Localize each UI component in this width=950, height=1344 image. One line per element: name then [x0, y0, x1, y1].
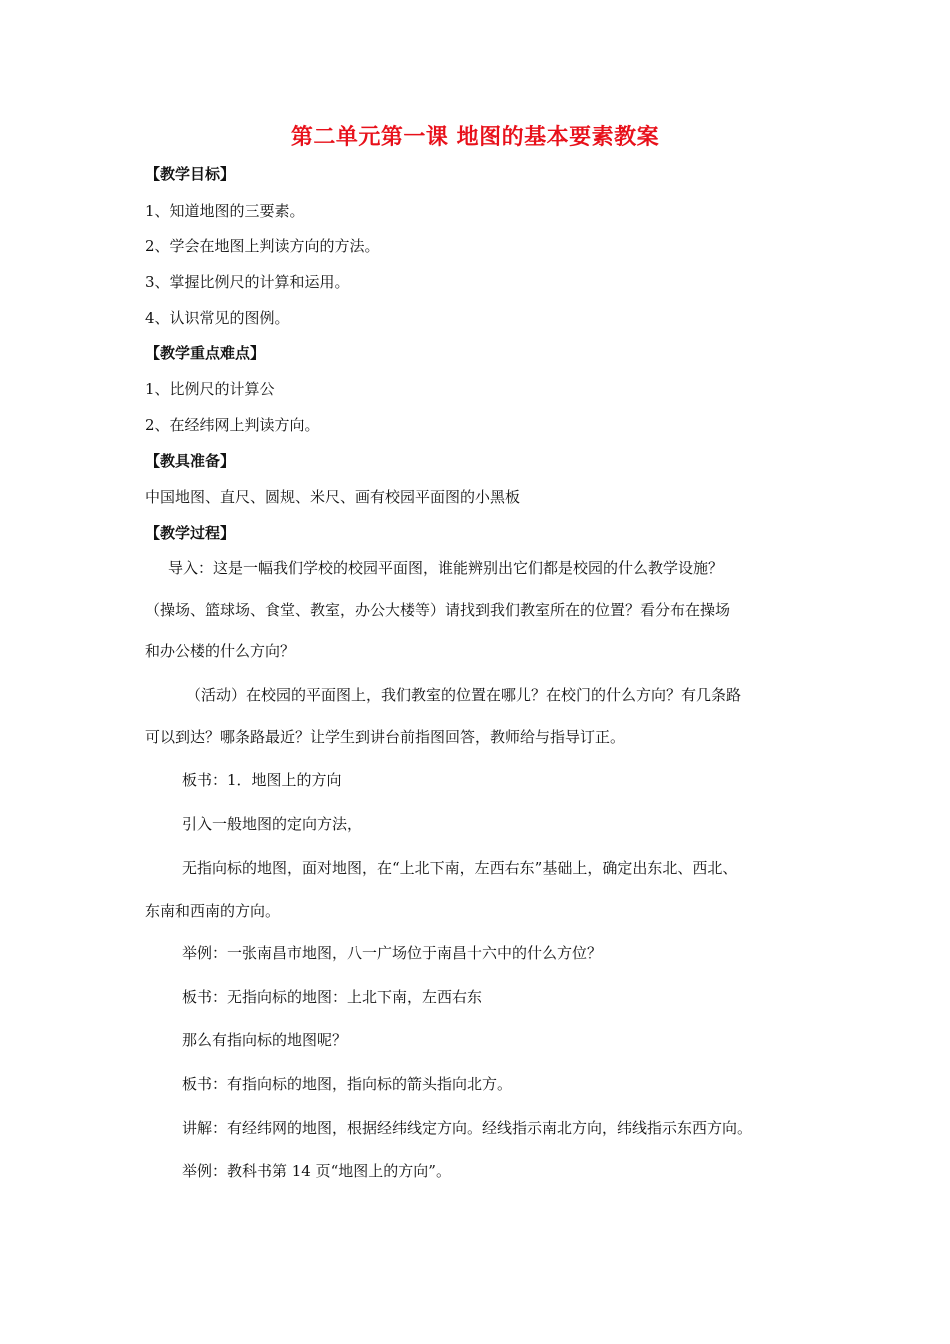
process-line: 板书：1．地图上的方向: [182, 771, 342, 789]
process-line: （活动）在校园的平面图上，我们教室的位置在哪儿？在校门的什么方向？有几条路: [186, 686, 742, 704]
process-line: 举例：一张南昌市地图，八一广场位于南昌十六中的什么方位？: [182, 944, 603, 962]
process-line: 导入：这是一幅我们学校的校园平面图，谁能辨别出它们都是校园的什么教学设施？: [168, 559, 724, 577]
process-line: 板书：无指向标的地图：上北下南，左西右东: [182, 988, 483, 1006]
process-line: 举例：教科书第 14 页“地图上的方向”。: [182, 1162, 451, 1180]
process-line: （操场、篮球场、食堂、教室，办公大楼等）请找到我们教室所在的位置？看分布在操场: [145, 601, 731, 619]
materials-text: 中国地图、直尺、圆规、米尺、画有校园平面图的小黑板: [145, 488, 521, 506]
materials-heading: 【教具准备】: [145, 452, 236, 470]
objective-item: 2、学会在地图上判读方向的方法。: [145, 237, 380, 255]
objectives-heading: 【教学目标】: [145, 165, 236, 183]
document-title: 第二单元第一课 地图的基本要素教案: [290, 125, 660, 150]
process-line: 和办公楼的什么方向？: [145, 642, 296, 660]
key-point-item: 1、比例尺的计算公: [145, 380, 275, 398]
process-line: 讲解：有经纬网的地图，根据经纬线定方向。经线指示南北方向，纬线指示东西方向。: [182, 1119, 753, 1137]
key-point-item: 2、在经纬网上判读方向。: [145, 416, 320, 434]
process-line: 无指向标的地图，面对地图，在“上北下南，左西右东”基础上，确定出东北、西北、: [182, 859, 738, 877]
process-line: 引入一般地图的定向方法，: [182, 815, 363, 833]
process-line: 东南和西南的方向。: [145, 902, 281, 920]
process-heading: 【教学过程】: [145, 524, 236, 542]
process-line: 可以到达？哪条路最近？让学生到讲台前指图回答，教师给与指导订正。: [145, 728, 626, 746]
key-points-heading: 【教学重点难点】: [145, 344, 266, 362]
process-line: 板书：有指向标的地图，指向标的箭头指向北方。: [182, 1075, 513, 1093]
process-line: 那么有指向标的地图呢？: [182, 1031, 348, 1049]
objective-item: 4、认识常见的图例。: [145, 309, 290, 327]
objective-item: 1、知道地图的三要素。: [145, 202, 305, 220]
objective-item: 3、掌握比例尺的计算和运用。: [145, 273, 350, 291]
